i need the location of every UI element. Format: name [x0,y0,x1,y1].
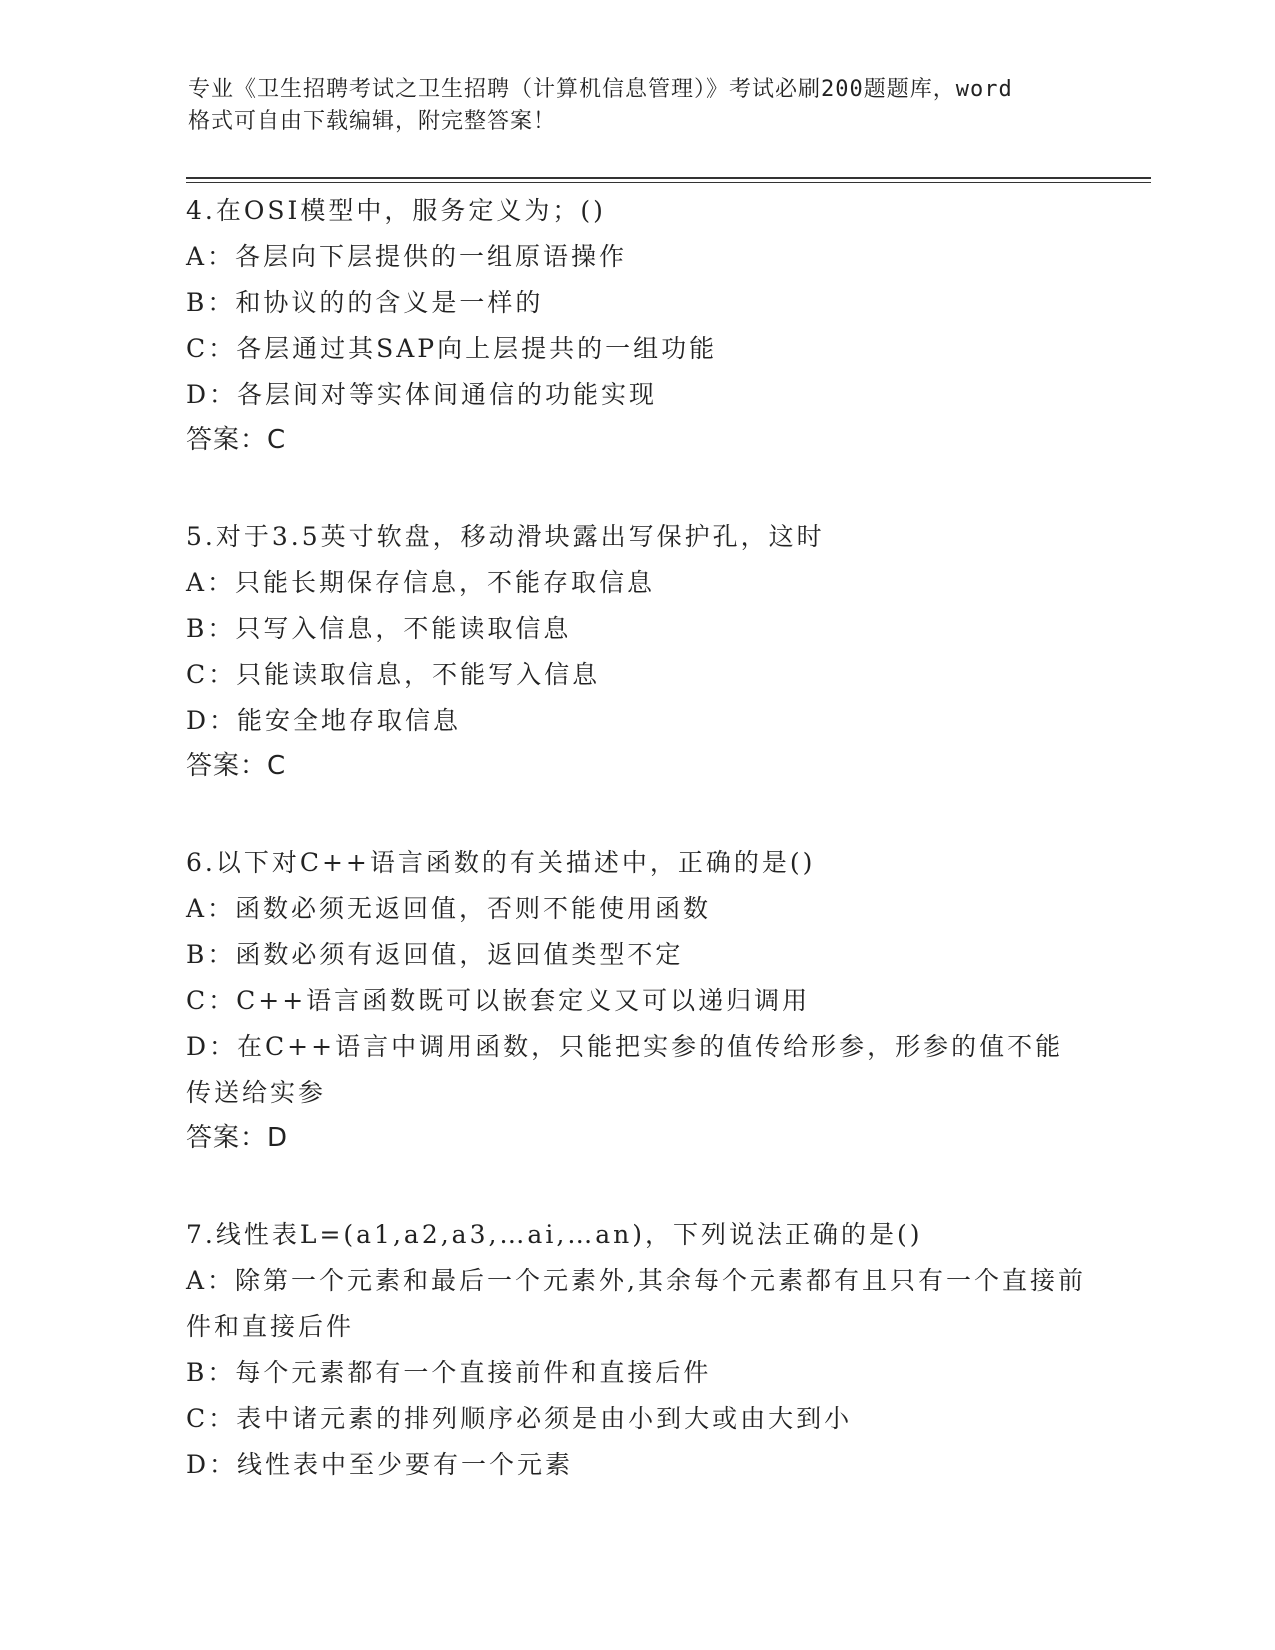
question-list [186,188,1086,1488]
question-text: 6.以下对C++语言函数的有关描述中，正确的是() [186,848,816,877]
option-c: C：C++语言函数既可以嵌套定义又可以递归调用 [186,986,811,1015]
question-spacer [186,462,1086,514]
question-spacer [186,788,1086,840]
question-text: 7.线性表L=(a1,a2,a3,…ai,…an)，下列说法正确的是() [186,1220,923,1249]
question-spacer [186,1160,1086,1212]
option-a: A：函数必须无返回值，否则不能使用函数 [186,894,712,923]
answer-label: 答案：D [186,1123,289,1153]
question-4 [186,188,1086,462]
option-a: A：各层向下层提供的一组原语操作 [186,242,628,271]
header-divider-thick [186,177,1151,179]
header-line-1: 专业《卫生招聘考试之卫生招聘（计算机信息管理）》考试必刷200题题库，word [188,77,1013,102]
option-d: D：线性表中至少要有一个元素 [186,1450,574,1479]
option-d: D：各层间对等实体间通信的功能实现 [186,380,658,409]
option-a: A：只能长期保存信息，不能存取信息 [186,568,656,597]
answer-label: 答案：C [186,751,287,781]
option-b: B：只写入信息，不能读取信息 [186,614,572,643]
question-5 [186,514,1086,788]
option-b: B：每个元素都有一个直接前件和直接后件 [186,1358,712,1387]
header-divider-thin [186,182,1151,183]
question-6 [186,840,1086,1160]
header-line-2: 格式可自由下载编辑，附完整答案！ [188,109,557,134]
document-header [188,74,1088,138]
option-c: C：表中诸元素的排列顺序必须是由小到大或由大到小 [186,1404,853,1433]
answer-label: 答案：C [186,425,287,455]
option-b: B：和协议的的含义是一样的 [186,288,544,317]
option-d: D：在C++语言中调用函数，只能把实参的值传给形参，形参的值不能传送给实参 [186,1032,1064,1107]
option-a: A：除第一个元素和最后一个元素外,其余每个元素都有且只有一个直接前件和直接后件 [186,1266,1087,1341]
option-b: B：函数必须有返回值，返回值类型不定 [186,940,684,969]
option-d: D：能安全地存取信息 [186,706,462,735]
option-c: C：只能读取信息，不能写入信息 [186,660,601,689]
question-7 [186,1212,1086,1488]
question-text: 4.在OSI模型中，服务定义为；() [186,196,606,225]
option-c: C：各层通过其SAP向上层提共的一组功能 [186,334,718,363]
question-text: 5.对于3.5英寸软盘，移动滑块露出写保护孔，这时 [186,522,825,551]
